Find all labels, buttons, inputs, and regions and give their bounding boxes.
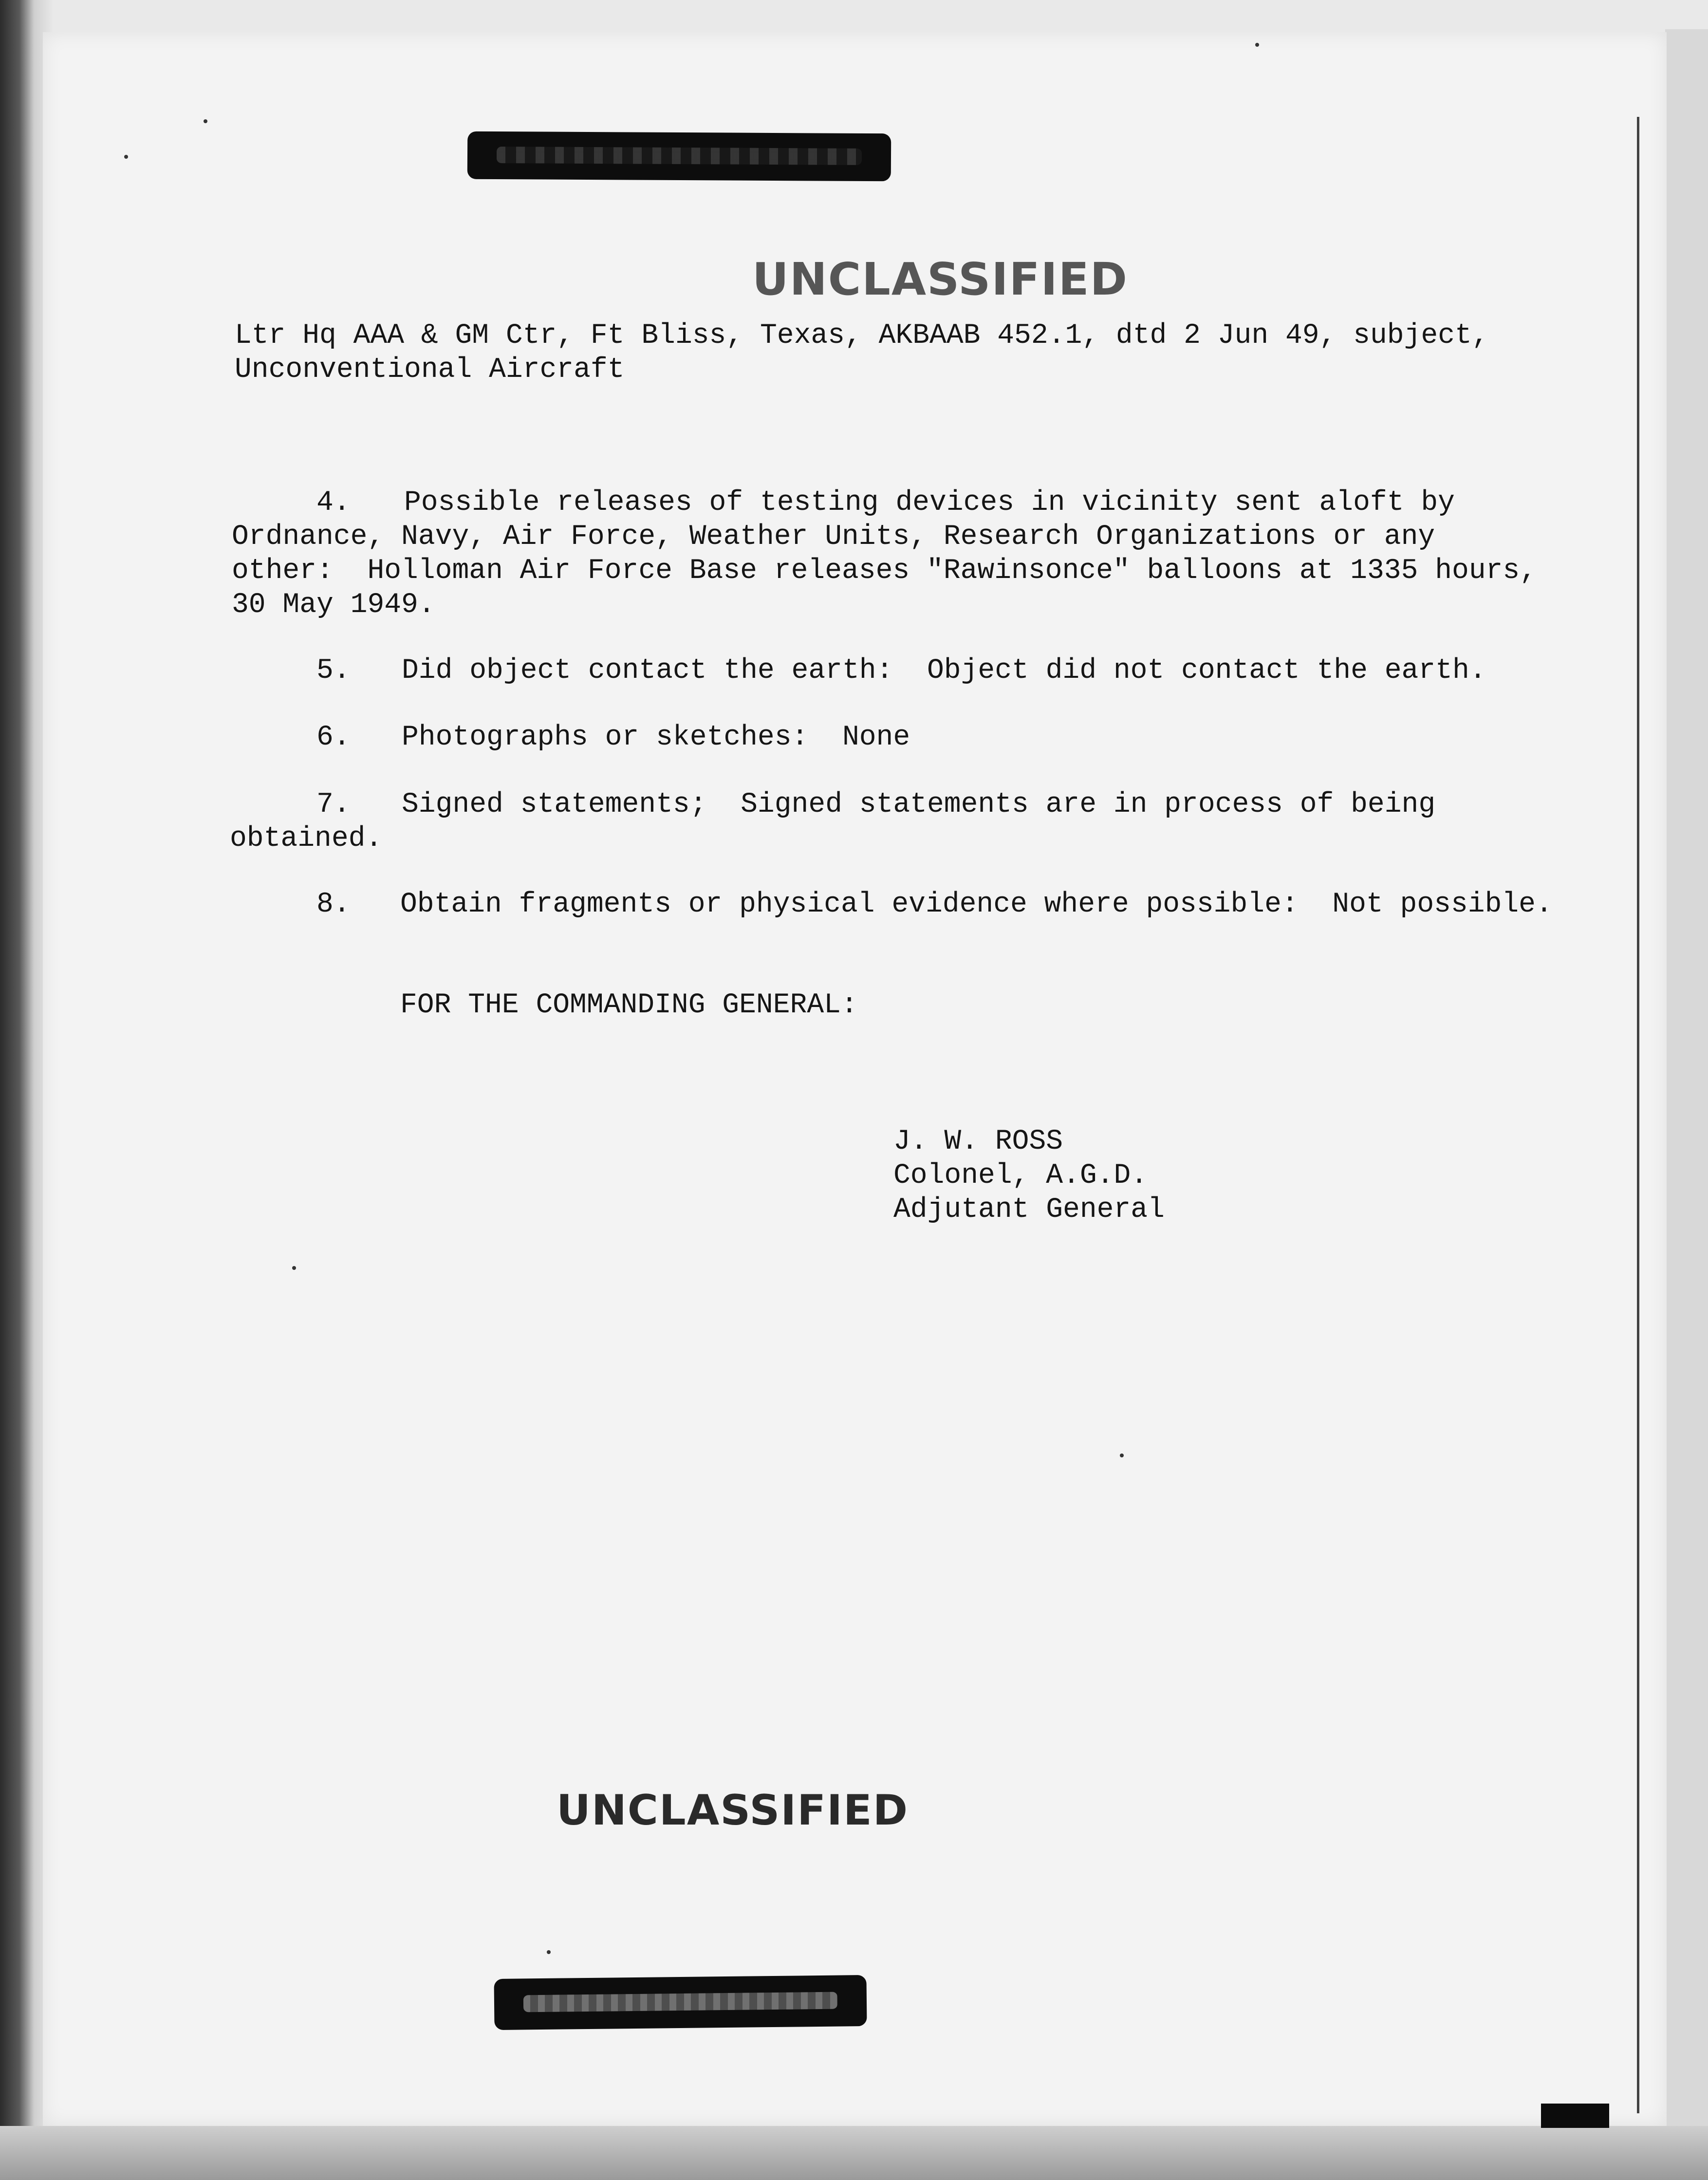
signature-rank: Colonel, A.G.D.: [893, 1160, 1148, 1192]
item-7-line-1: Signed statements; Signed statements are in process of being: [402, 789, 1436, 820]
scan-speck: [124, 155, 128, 159]
item-5-line-1: Did object contact the earth: Object did not contact the earth.: [402, 655, 1486, 687]
scan-speck: [1120, 1453, 1124, 1457]
item-number-6: 6.: [316, 722, 351, 753]
classification-stamp-bottom: UNCLASSIFIED: [557, 1786, 909, 1835]
item-4-line-2: Ordnance, Navy, Air Force, Weather Units, Research Organizations or any: [232, 521, 1435, 553]
item-number-5: 5.: [316, 655, 351, 687]
signature-name: J. W. ROSS: [893, 1126, 1063, 1157]
closing-line: FOR THE COMMANDING GENERAL:: [400, 989, 858, 1021]
scan-speck: [204, 119, 207, 123]
item-4-line-3: other: Holloman Air Force Base releases "Rawinsonce" balloons at 1335 hours,: [232, 555, 1537, 587]
redaction-bar-bottom: [494, 1975, 867, 2030]
item-8-line-1: Obtain fragments or physical evidence where possible: Not possible.: [400, 889, 1553, 920]
scan-speck: [547, 1950, 551, 1954]
item-number-7: 7.: [316, 789, 351, 820]
classification-stamp-top: UNCLASSIFIED: [752, 253, 1128, 305]
reference-line-1: Ltr Hq AAA & GM Ctr, Ft Bliss, Texas, AKBAAB 452.1, dtd 2 Jun 49, subject,: [235, 320, 1489, 352]
item-7-line-2: obtained.: [230, 823, 383, 855]
scan-speck: [1255, 43, 1259, 47]
signature-title: Adjutant General: [893, 1194, 1165, 1226]
item-4-line-1: Possible releases of testing devices in vicinity sent aloft by: [404, 487, 1455, 519]
page-fold-line: [1637, 117, 1639, 2113]
page-edge-bottom: [0, 2126, 1708, 2180]
corner-marker: [1541, 2104, 1609, 2128]
item-6-line-1: Photographs or sketches: None: [402, 722, 910, 753]
reference-line-2: Unconventional Aircraft: [235, 354, 625, 386]
scan-speck: [292, 1266, 296, 1270]
item-number-8: 8.: [316, 889, 351, 920]
redaction-bar-top: [467, 131, 891, 182]
item-4-line-4: 30 May 1949.: [232, 589, 435, 621]
page-edge-right: [1665, 29, 1708, 2180]
item-number-4: 4.: [316, 487, 351, 519]
